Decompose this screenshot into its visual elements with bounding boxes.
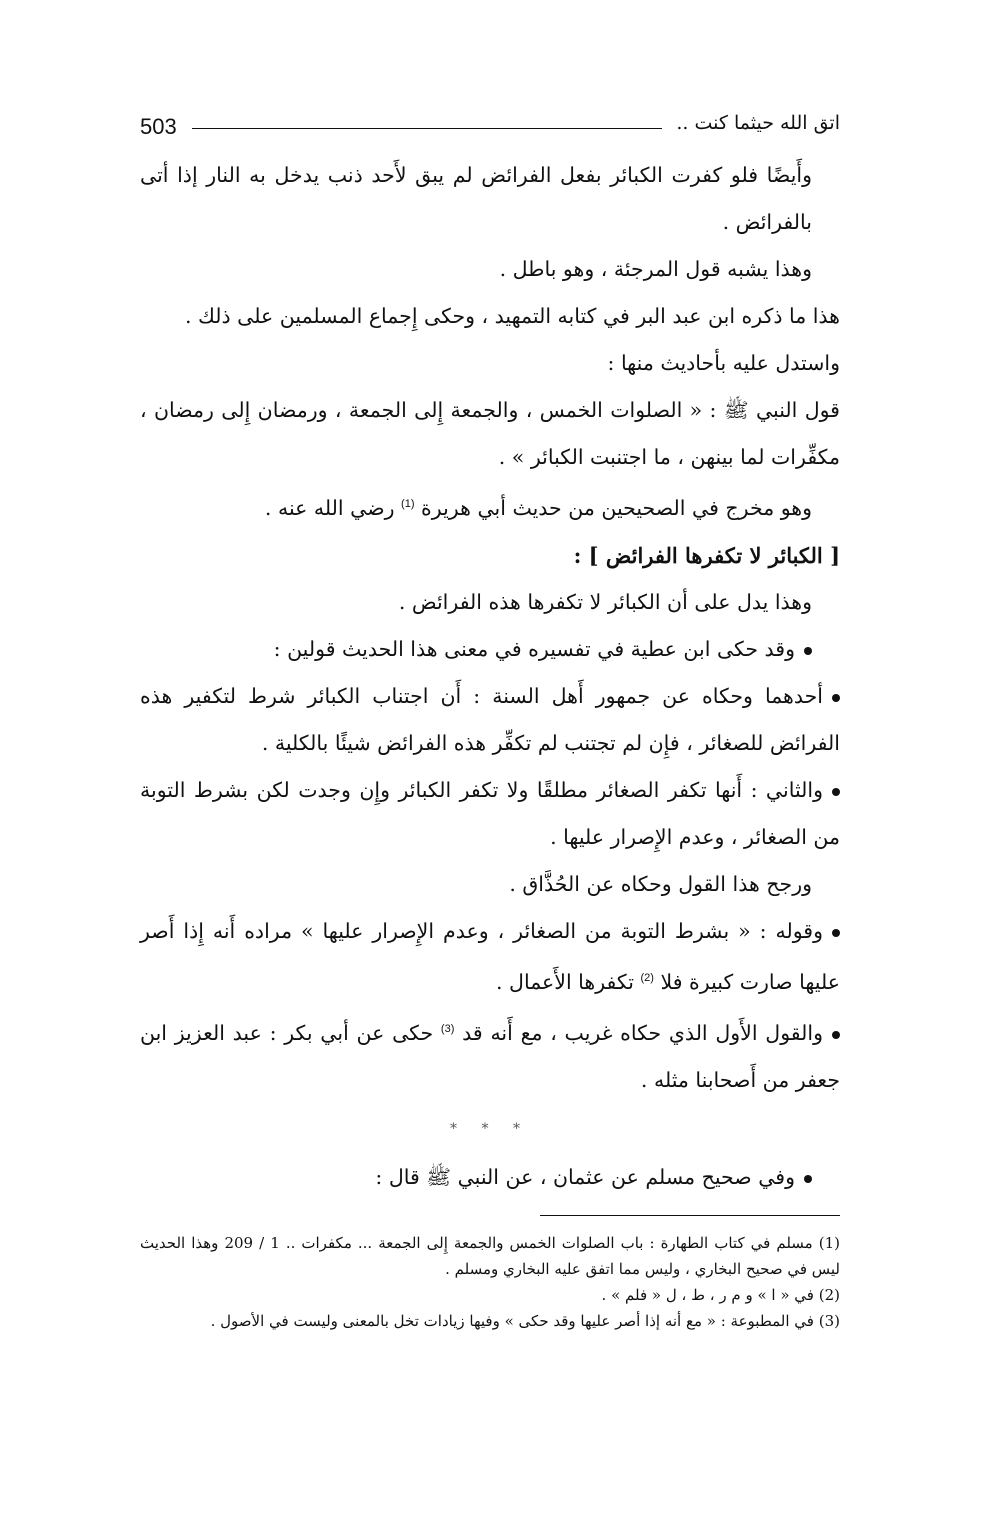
paragraph: وهذا يدل على أن الكبائر لا تكفرها هذه الفرائض . [398, 590, 812, 614]
bullet-icon [832, 1031, 840, 1039]
footnote: (2) في « ا » و م ر ، ط ، ل « فلم » . [601, 1286, 840, 1304]
main-text [140, 152, 840, 1201]
footnote-ref: (2) [640, 972, 654, 984]
bullet-icon [804, 1175, 812, 1183]
bullet-paragraph [140, 1006, 840, 1104]
paragraph-text: حكى عن أبي بكر : عبد العزيز ابن جعفر من أَصحابنا مثله . [140, 1021, 840, 1092]
section-divider-stars: * * * [450, 1121, 530, 1137]
paragraph: هذا ما ذكره ابن عبد البر في كتابه التمهيد ، وحكى إِجماع المسلمين على ذلك . [184, 304, 840, 328]
paragraph: وأَيضًا فلو كفرت الكبائر بفعل الفرائض لم يبق لأَحد ذنب يدخل به النار إذا أتى بالفرائض . [140, 163, 812, 234]
footnote-ref: (3) [440, 1023, 455, 1035]
bullet-paragraph [140, 908, 840, 1006]
bullet-icon [804, 647, 812, 655]
paragraph-text: وفي صحيح مسلم عن عثمان ، عن النبي ﷺ قال : [375, 1165, 795, 1189]
paragraph: وهذا يشبه قول المرجئة ، وهو باطل . [499, 257, 812, 281]
paragraph-text: وهو مخرج في الصحيحين من حديث أبي هريرة [421, 496, 812, 520]
running-header [140, 100, 840, 152]
bullet-icon [832, 694, 840, 702]
bullet-icon [832, 788, 840, 796]
paragraph [140, 481, 840, 532]
paragraph-text: رضي الله عنه . [264, 496, 395, 520]
paragraph-text: والقول الأَول الذي حكاه غريب ، مع أَنه قد [462, 1021, 823, 1045]
bullet-paragraph [140, 1154, 840, 1201]
paragraph: واستدل عليه بأحاديث منها : [607, 351, 840, 375]
paragraph-text: وقد حكى ابن عطية في تفسيره في معنى هذا الحديث قولين : [273, 637, 795, 661]
bullet-icon [832, 929, 840, 937]
footnote-ref: (1) [401, 498, 415, 510]
page-number: 503 [140, 114, 177, 139]
footnote: (1) مسلم في كتاب الطهارة : باب الصلوات الخمس والجمعة إِلى الجمعة ... مكفرات .. 1 / 209 وهذا الحديث ليس في صحيح البخاري ، وليس مما اتفق عليه البخاري ومسلم . [140, 1234, 840, 1278]
paragraph: قول النبي ﷺ : « الصلوات الخمس ، والجمعة إِلى الجمعة ، ورمضان إِلى رمضان ، مكفِّرات لما بينهن ، ما اجتنبت الكبائر » . [140, 398, 840, 469]
paragraph: ورجح هذا القول وحكاه عن الحُذَّاق . [509, 872, 812, 896]
paragraph-text: وقوله : « بشرط التوبة من الصغائر ، وعدم الإِصرار عليها » مراده أَنه إِذا أَصر عليها صارت كبيرة فلا [140, 919, 840, 994]
bullet-paragraph [140, 673, 840, 767]
paragraph-text: أحدهما وحكاه عن جمهور أَهل السنة : أَن اجتناب الكبائر شرط لتكفير هذه الفرائض للصغائر ، فإِن لم تجتنب لم تكفِّر هذه الفرائض شيئًا بالكلية . [140, 684, 840, 755]
paragraph-text: والثاني : أَنها تكفر الصغائر مطلقًا ولا تكفر الكبائر وإِن وجدت لكن بشرط التوبة من الصغائر ، وعدم الإِصرار عليها . [140, 778, 840, 849]
running-title: اتق الله حيثما كنت .. [676, 112, 840, 134]
book-page [140, 100, 840, 1334]
footnote: (3) في المطبوعة : « مع أنه إذا أصر عليها وقد حكى » وفيها زيادات تخل بالمعنى وليست في الأصول . [210, 1312, 840, 1330]
paragraph-text: تكفرها الأَعمال . [496, 970, 634, 994]
section-heading: [ الكبائر لا تكفرها الفرائض ] : [573, 543, 840, 568]
footnotes [140, 1230, 840, 1334]
footnote-rule [540, 1215, 840, 1216]
header-rule [192, 128, 662, 129]
bullet-paragraph [140, 626, 840, 673]
bullet-paragraph [140, 767, 840, 861]
